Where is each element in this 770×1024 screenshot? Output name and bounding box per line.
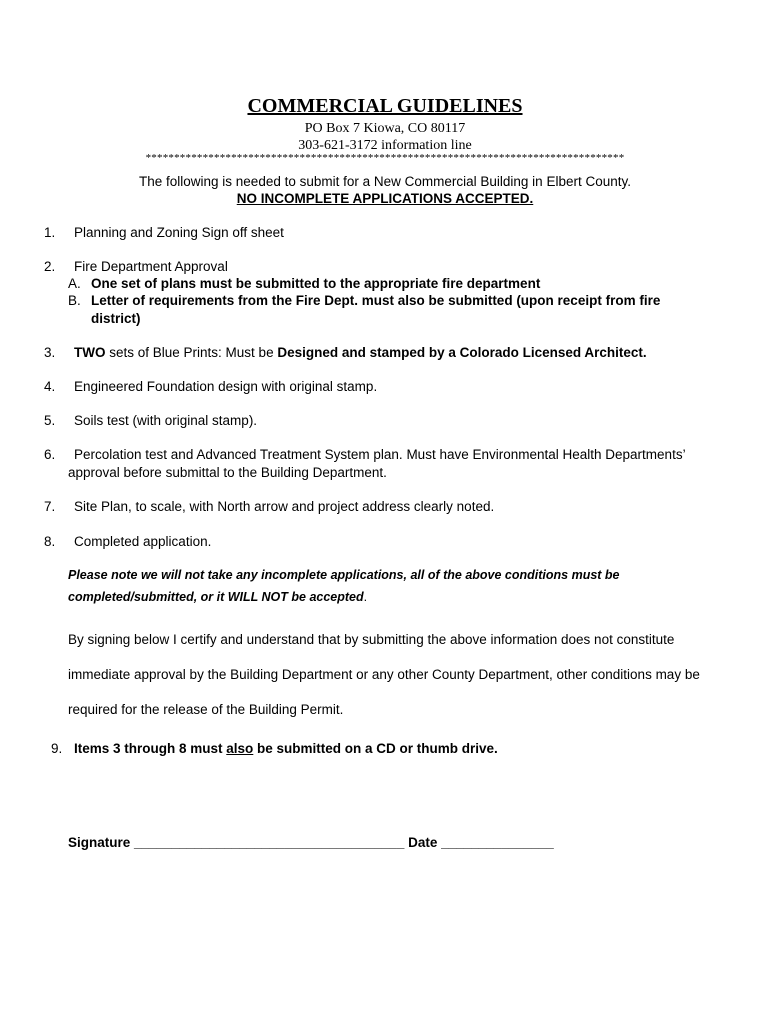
item-number: 7. <box>44 499 56 514</box>
note-line: Please note we will not take any incomplete applications, all of the above conditions must be <box>68 568 620 582</box>
item-text-continued: approval before submittal to the Building Department. <box>68 465 387 480</box>
item-text: Percolation test and Advanced Treatment System plan. Must have Environmental Health Departments’ <box>74 447 686 462</box>
item-number: 5. <box>44 413 56 428</box>
item-number: 9. <box>51 741 63 756</box>
item-number: 4. <box>44 379 56 394</box>
note-line <box>68 590 367 604</box>
item-text: Soils test (with original stamp). <box>74 413 258 428</box>
sub-item-text: One set of plans must be submitted to the appropriate fire department <box>91 276 541 291</box>
date-line[interactable]: _______________ <box>441 835 554 850</box>
date-label: Date <box>408 835 438 850</box>
item-text <box>74 741 498 756</box>
item-emphasis: TWO <box>74 345 106 360</box>
signature-row <box>68 835 554 850</box>
item-number: 1. <box>44 225 56 240</box>
item9-text-post: be submitted on a CD or thumb drive. <box>253 741 498 756</box>
signature-label: Signature <box>68 835 131 850</box>
separator-stars: ************************************************************************************ <box>145 152 625 164</box>
sub-item-text-continued: district) <box>91 311 141 326</box>
item-emphasis: Designed and stamped by a Colorado Licensed Architect. <box>277 345 647 360</box>
item-text: Site Plan, to scale, with North arrow and project address clearly noted. <box>74 499 495 514</box>
note-period: . <box>363 590 368 604</box>
note-emphasis: completed/submitted, or it WILL NOT be accepted <box>68 590 364 604</box>
sub-item-letter: A. <box>68 276 81 291</box>
item-text <box>74 345 647 360</box>
sub-item-letter: B. <box>68 293 81 308</box>
item-text: Fire Department Approval <box>74 259 228 274</box>
item-text: Engineered Foundation design with original stamp. <box>74 379 378 394</box>
signature-line[interactable]: ____________________________________ <box>134 835 405 850</box>
certify-line: immediate approval by the Building Department or any other County Department, other conditions may be <box>68 667 700 682</box>
item-text-part: sets of Blue Prints: Must be <box>105 345 278 360</box>
address-line: PO Box 7 Kiowa, CO 80117 <box>304 121 466 136</box>
sub-item-text: Letter of requirements from the Fire Dept. must also be submitted (upon receipt from fire <box>91 293 661 308</box>
phone-line: 303-621-3172 information line <box>298 138 472 153</box>
page-title: COMMERCIAL GUIDELINES <box>247 95 523 117</box>
item-number: 8. <box>44 534 56 549</box>
item-number: 2. <box>44 259 56 274</box>
item-number: 6. <box>44 447 56 462</box>
item-text: Completed application. <box>74 534 212 549</box>
item-number: 3. <box>44 345 56 360</box>
item9-text-pre: Items 3 through 8 must <box>74 741 227 756</box>
item9-also: also <box>226 741 254 756</box>
no-incomplete-warning: NO INCOMPLETE APPLICATIONS ACCEPTED. <box>236 191 534 206</box>
certify-line: required for the release of the Building Permit. <box>68 702 344 717</box>
certify-line: By signing below I certify and understand that by submitting the above information does not constitute <box>68 632 675 647</box>
intro-text: The following is needed to submit for a New Commercial Building in Elbert County. <box>139 174 631 189</box>
item-text: Planning and Zoning Sign off sheet <box>74 225 284 240</box>
